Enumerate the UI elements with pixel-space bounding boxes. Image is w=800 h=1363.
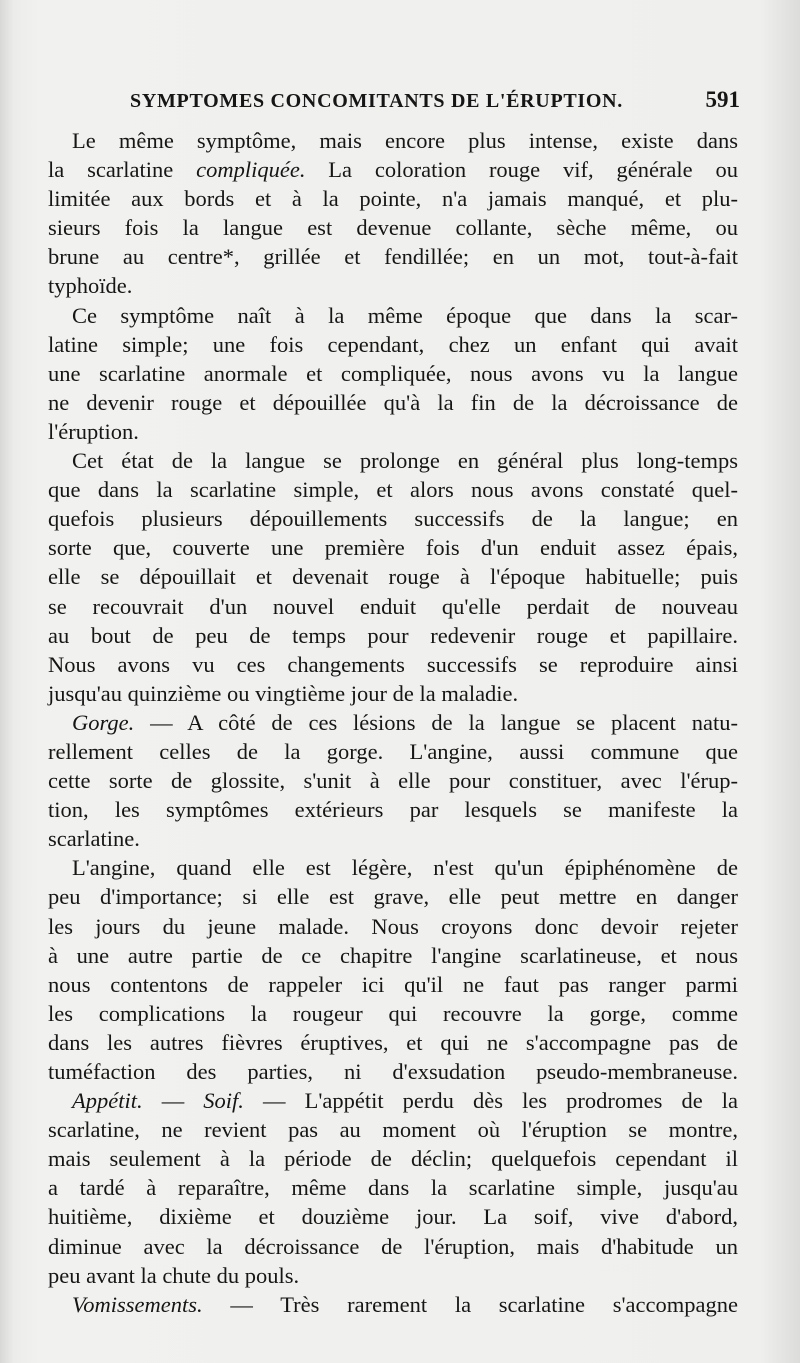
text-line: une scarlatine anormale et compliquée, nous avons vu la langue [48,360,738,386]
text-line: elle se dépouillait et devenait rouge à l'époque habituelle; puis [48,564,738,590]
italic-term: compliquée. [196,157,306,183]
text-line: Gorge. — A côté de ces lésions de la langue se placent natu- [72,709,738,735]
text-line: latine simple; une fois cependant, chez un enfant qui avait [48,331,738,357]
text-line: l'éruption. [48,418,139,444]
italic-term: Soif. [203,1088,244,1114]
text-line: quefois plusieurs dépouillements successifs de la langue; en [48,506,738,532]
italic-term: Appétit. [72,1088,143,1114]
page-header [130,87,740,113]
text-line: dans les autres fièvres éruptives, et qui ne s'accompagne pas de [48,1029,738,1055]
text-line: peu d'importance; si elle est grave, elle peut mettre en danger [48,884,738,910]
text-line: cette sorte de glossite, s'unit à elle pour constituer, avec l'érup- [48,768,738,794]
body-text [48,126,738,1319]
text-line: scarlatine, ne revient pas au moment où l'éruption se montre, [48,1117,738,1143]
text-line: tion, les symptômes extérieurs par lesquels se manifeste la [48,797,738,823]
running-title: SYMPTOMES CONCOMITANTS DE L'ÉRUPTION. [130,90,623,112]
text-line: sieurs fois la langue est devenue collante, sèche même, ou [48,215,738,241]
text-line: scarlatine. [48,826,140,852]
page-number: 591 [705,87,740,112]
text-line: tuméfaction des parties, ni d'exsudation pseudo-membraneuse. [48,1059,738,1084]
text-line: au bout de peu de temps pour redevenir rouge et papillaire. [48,622,738,648]
text-line: Cet état de la langue se prolonge en général plus long-temps [72,448,738,474]
text-line: les complications la rougeur qui recouvre la gorge, comme [48,1000,738,1026]
text-line: L'angine, quand elle est légère, n'est qu'un épiphénomène de [72,855,738,881]
text-line: mais seulement à la période de déclin; quelquefois cependant il [48,1146,738,1172]
text-line: Ce symptôme naît à la même époque que dans la scar- [72,302,738,328]
text-line: Vomissements. — Très rarement la scarlatine s'accompagne [72,1291,738,1317]
italic-term: Vomissements. [72,1291,203,1317]
text-line: à une autre partie de ce chapitre l'angine scarlatineuse, et nous [48,942,738,968]
text-line: se recouvrait d'un nouvel enduit qu'elle perdait de nouveau [48,593,738,619]
text-line: rellement celles de la gorge. L'angine, aussi commune que [48,738,738,764]
text-line: nous contentons de rappeler ici qu'il ne faut pas ranger parmi [48,971,738,997]
italic-term: Gorge. [72,709,135,735]
text-line: Appétit. — Soif. — L'appétit perdu dès les prodromes de la [72,1088,739,1114]
text-line: Le même symptôme, mais encore plus intense, existe dans [72,128,738,153]
text-line: sorte que, couverte une première fois d'un enduit assez épais, [48,535,738,561]
text-line: Nous avons vu ces changements successifs se reproduire ainsi [48,651,738,677]
text-line: peu avant la chute du pouls. [48,1262,300,1288]
text-line: les jours du jeune malade. Nous croyons donc devoir rejeter [48,913,738,939]
text-line: limitée aux bords et à la pointe, n'a jamais manqué, et plu- [48,186,738,212]
text-line: jusqu'au quinzième ou vingtième jour de la maladie. [48,680,519,706]
text-line: que dans la scarlatine simple, et alors nous avons constaté quel- [48,477,738,503]
text-line: diminue avec la décroissance de l'éruption, mais d'habitude un [48,1233,738,1259]
text-line: a tardé à reparaître, même dans la scarlatine simple, jusqu'au [48,1175,738,1201]
text-line: ne devenir rouge et dépouillée qu'à la fin de la décroissance de [48,389,738,415]
text-line: brune au centre*, grillée et fendillée; en un mot, tout-à-fait [48,244,738,270]
text-line: huitième, dixième et douzième jour. La soif, vive d'abord, [48,1204,738,1230]
text-line: typhoïde. [48,273,133,299]
text-line: la scarlatine compliquée. La coloration rouge vif, générale ou [48,157,738,183]
